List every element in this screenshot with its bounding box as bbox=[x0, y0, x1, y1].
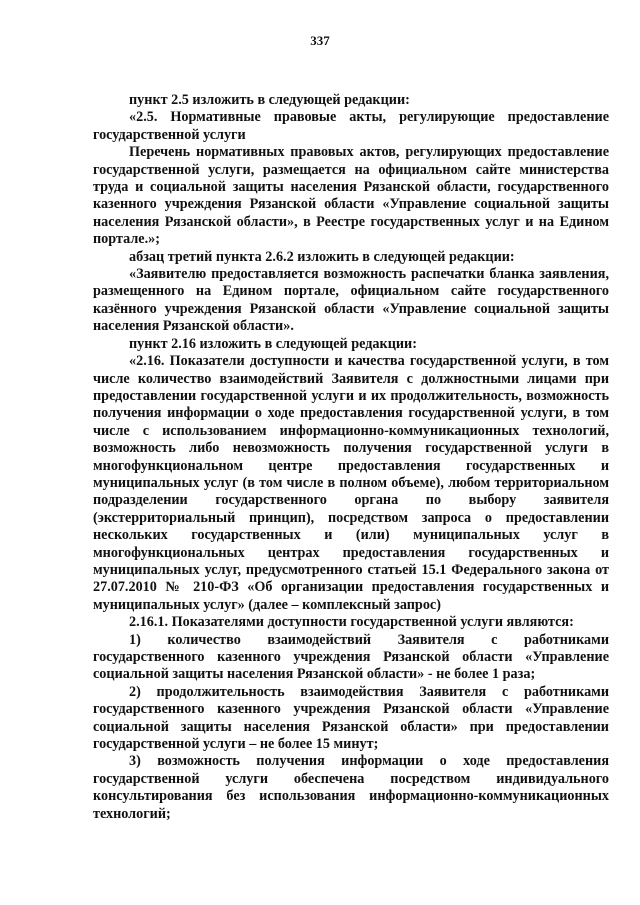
list-item-2: 2) продолжительность взаимодействия Заявителя с работниками государственного казенного учреждения Рязанской области «Управление социальной защиты населения Рязанской области» при предоставлении государственной услуги – не более 15 минут; bbox=[93, 683, 609, 753]
document-body bbox=[93, 92, 609, 823]
paragraph-amend-2-5: пункт 2.5 изложить в следующей редакции: bbox=[129, 92, 410, 108]
paragraph-2-5-heading: «2.5. Нормативные правовые акты, регулирующие предоставление государственной услуги bbox=[93, 109, 609, 143]
list-item-1: 1) количество взаимодействий Заявителя с работниками государственного казенного учреждения Рязанской области «Управление социальной защиты населения Рязанской области» - не более 1 раза; bbox=[93, 631, 609, 683]
paragraph-2-5-text: Перечень нормативных правовых актов, регулирующих предоставление государственной услуги, размещается на официальном сайте министерства труда и социальной защиты населения Рязанской области, государственного казенного учреждения Рязанской области «Управление социальной защиты населения Рязанской области», в Реестре государственных услуг и на Едином портале.»; bbox=[93, 144, 609, 248]
page-number: 337 bbox=[310, 33, 330, 48]
paragraph-2-16-text: «2.16. Показатели доступности и качества государственной услуги, в том числе количество взаимодействий Заявителя с должностными лицами при предоставлении государственной услуги и их продолжительность, возможность получения информации о ходе предоставления государственной услуги, в том числе с использованием информационно-коммуникационных технологий, возможность либо невозможность получения государственной услуги в многофункциональном центре предоставления государственных и муниципальных услуг (в том числе в полном объеме), любом территориальном подразделении государственного органа по выбору заявителя (экстерриториальный принцип), посредством запроса о предоставлении нескольких государственных и (или) муниципальных услуг в многофункциональных центрах предоставления государственных и муниципальных услуг, предусмотренного статьей 15.1 Федерального закона от 27.07.2010 № 210-ФЗ «Об организации предоставления государственных и муниципальных услуг» (далее – комплексный запрос) bbox=[93, 353, 609, 613]
paragraph-2-6-2-text: «Заявителю предоставляется возможность распечатки бланка заявления, размещенного на Едином портале, официальном сайте государственного казённого учреждения Рязанской области «Управление социальной защиты населения Рязанской области». bbox=[93, 266, 609, 335]
paragraph-amend-2-6-2: абзац третий пункта 2.6.2 изложить в следующей редакции: bbox=[129, 248, 515, 265]
paragraph-amend-2-16: пункт 2.16 изложить в следующей редакции: bbox=[129, 335, 417, 352]
list-item-3: 3) возможность получения информации о ходе предоставления государственной услуги обеспечена посредством индивидуального консультирования без использования информационно-коммуникационных технологий; bbox=[93, 753, 609, 822]
paragraph-2-16-1: 2.16.1. Показателями доступности государственной услуги являются: bbox=[129, 614, 574, 631]
